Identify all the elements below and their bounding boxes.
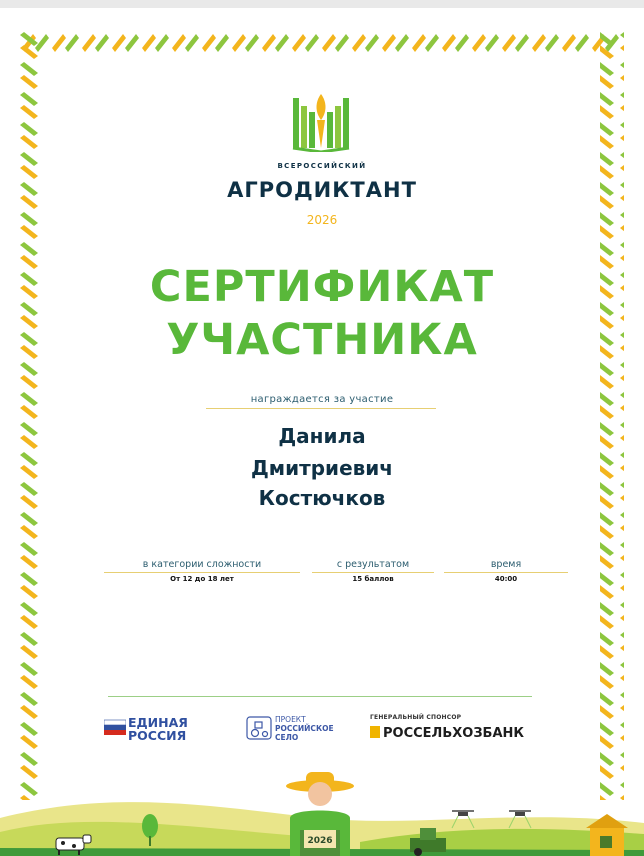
certificate-page [0,8,644,856]
award-underline [206,408,436,409]
bear-flag-icon [104,716,126,738]
time-value: 40:00 [494,575,518,583]
sponsor-divider [108,696,532,697]
general-sponsor-label: ГЕНЕРАЛЬНЫЙ СПОНСОР [370,714,462,721]
project-name-line1: РОССИЙСКОЕ [275,724,334,733]
result-underline [312,572,434,573]
party-name-line2: РОССИЯ [128,728,187,743]
time-block [444,559,568,583]
logo-subtitle: ВСЕРОССИЙСКИЙ [277,162,367,170]
certificate-title-line1: СЕРТИФИКАТ [149,262,495,312]
book-year: 2026 [307,836,333,846]
tractor-icon [246,716,272,740]
award-label: награждается за участие [250,394,394,405]
category-label: в категории сложности [142,559,262,570]
project-name-line2: СЕЛО [275,733,299,742]
time-label: время [490,559,522,570]
category-underline [104,572,300,573]
result-block [312,559,434,583]
category-block [104,559,300,583]
result-label: с результатом [336,559,410,570]
russian-village-project-logo [275,715,334,742]
tree-icon [142,814,158,838]
logo-year: 2026 [306,213,338,227]
rosselkhozbank-logo [370,726,524,741]
agrodiktant-logo [291,90,351,152]
farmer-illustration [286,772,354,856]
party-name-line1: ЕДИНАЯ [128,715,188,730]
time-underline [444,572,568,573]
project-label: ПРОЕКТ [275,715,306,724]
recipient-first-name: Данила [278,424,366,448]
certificate-title-line2: УЧАСТНИКА [166,315,478,365]
logo-brand-name: АГРОДИКТАНТ [227,178,417,202]
category-value: От 12 до 18 лет [170,575,234,583]
bank-mark-icon [370,726,380,738]
recipient-patronymic: Дмитриевич [250,456,394,480]
result-value: 15 баллов [352,575,394,583]
farm-illustration [0,768,644,856]
bank-name: РОССЕЛЬХОЗБАНК [383,726,525,741]
recipient-last-name: Костючков [258,486,386,510]
